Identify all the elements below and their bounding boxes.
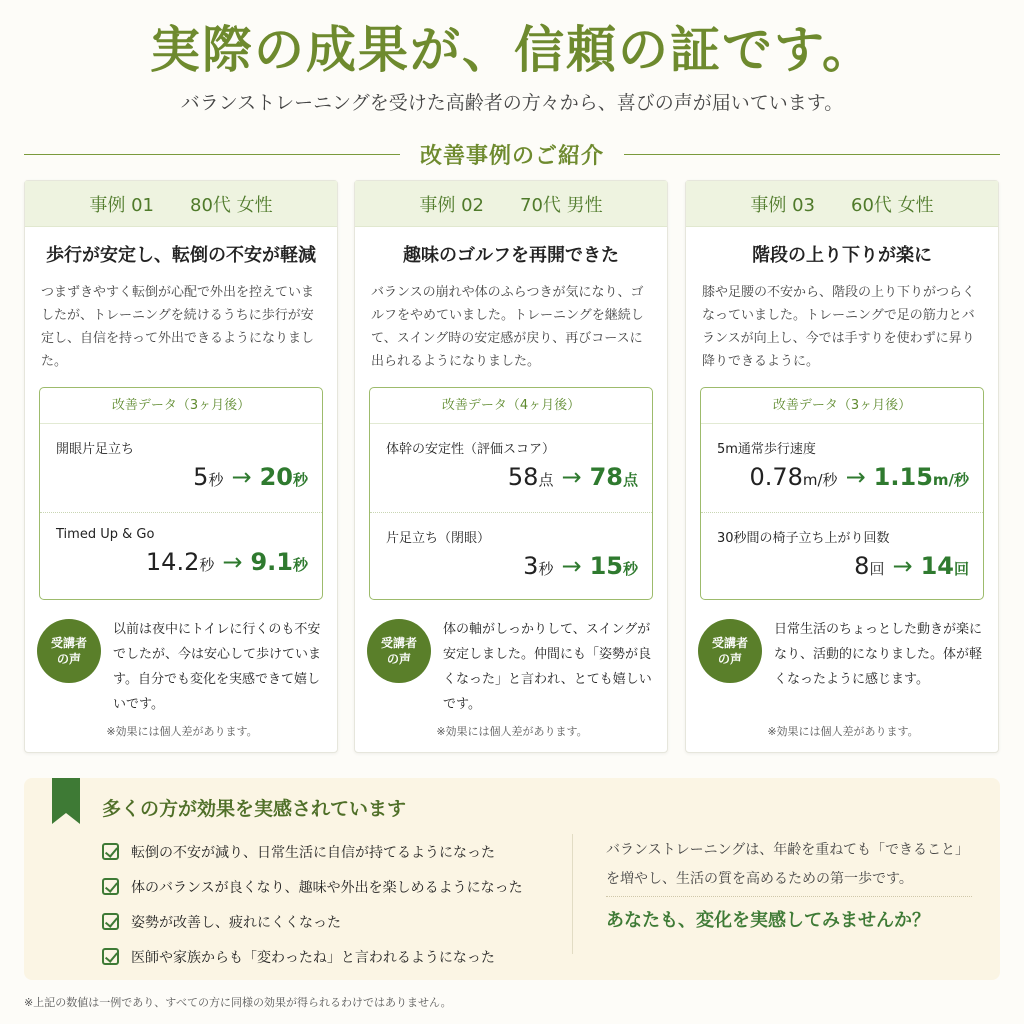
arrow-right-icon: → xyxy=(222,548,243,576)
checkbox-checked-icon xyxy=(102,948,119,965)
individual-difference-note: ※効果には個人差があります。 xyxy=(436,725,588,738)
before-unit: 秒 xyxy=(538,560,554,578)
metric-label: 30秒間の椅子立ち上がり回数 xyxy=(717,531,890,546)
metric-row xyxy=(40,512,322,600)
before-value: 58 xyxy=(507,463,539,491)
individual-difference-note: ※効果には個人差があります。 xyxy=(106,725,258,738)
before-unit: 回 xyxy=(869,560,885,578)
metric-row xyxy=(370,424,652,512)
voice-badge-line: の声 xyxy=(56,652,81,666)
metric-values xyxy=(56,463,308,491)
after-unit: 秒 xyxy=(622,560,638,578)
before-unit: 点 xyxy=(538,471,554,489)
voice-text: 体の軸がしっかりして、スイングが安定しました。仲間にも「姿勢が良くなった」と言われ、とても嬉しいです。 xyxy=(443,622,652,712)
arrow-right-icon: → xyxy=(845,463,866,491)
after-value: 78 xyxy=(589,463,623,491)
improvement-data-box xyxy=(39,387,323,600)
case-number: 事例 03 xyxy=(750,194,815,216)
metric-values xyxy=(717,552,969,580)
metric-label: Timed Up & Go xyxy=(56,527,155,542)
metric-values xyxy=(386,463,638,491)
checkbox-checked-icon xyxy=(102,878,119,895)
divider-line xyxy=(24,154,400,155)
metric-row xyxy=(701,424,983,512)
data-box-label: 改善データ（4ヶ月後） xyxy=(370,388,652,424)
case-card-1 xyxy=(24,180,338,753)
voice-badge-line: の声 xyxy=(717,652,742,666)
case-profile: 70代 男性 xyxy=(520,194,603,216)
benefit-text: 転倒の不安が減り、日常生活に自信が持てるようになった xyxy=(131,844,495,861)
case-header xyxy=(355,181,667,227)
after-value: 20 xyxy=(259,463,293,491)
before-value: 3 xyxy=(523,552,539,580)
arrow-right-icon: → xyxy=(561,463,582,491)
metric-label: 片足立ち（閉眼） xyxy=(386,531,491,546)
list-item xyxy=(102,904,562,939)
case-description: バランスの崩れや体のふらつきが気になり、ゴルフをやめていました。トレーニングを継続して、スイング時の安定感が戻り、再びコースに出られるようになりました。 xyxy=(371,285,644,369)
bookmark-ribbon-icon xyxy=(52,778,80,824)
case-profile: 60代 女性 xyxy=(851,194,934,216)
metric-values xyxy=(56,548,308,576)
case-title: 趣味のゴルフを再開できた xyxy=(403,245,619,266)
voice-text: 日常生活のちょっとした動きが楽になり、活動的になりました。体が軽くなったように感じます。 xyxy=(774,622,983,687)
case-title: 階段の上り下りが楽に xyxy=(752,245,932,266)
dotted-divider xyxy=(606,896,972,897)
before-unit: 秒 xyxy=(199,556,215,574)
closing-text: バランストレーニングは、年齢を重ねても「できること」を増やし、生活の質を高めるための第一歩です。 xyxy=(606,842,969,887)
metric-row xyxy=(370,512,652,600)
metric-row xyxy=(40,424,322,512)
case-profile: 80代 女性 xyxy=(190,194,273,216)
list-item xyxy=(102,939,562,974)
after-unit: 秒 xyxy=(292,556,308,574)
metric-label: 開眼片足立ち xyxy=(56,442,135,457)
after-unit: 秒 xyxy=(292,471,308,489)
case-header xyxy=(686,181,998,227)
before-value: 8 xyxy=(854,552,870,580)
voice-badge xyxy=(37,619,101,683)
checkbox-checked-icon xyxy=(102,843,119,860)
after-value: 15 xyxy=(589,552,623,580)
individual-difference-note: ※効果には個人差があります。 xyxy=(767,725,919,738)
data-box-label: 改善データ（3ヶ月後） xyxy=(40,388,322,424)
case-number: 事例 02 xyxy=(419,194,484,216)
case-description: 膝や足腰の不安から、階段の上り下りがつらくなっていました。トレーニングで足の筋力とバランスが向上し、今では手すりを使わずに昇り降りできるように。 xyxy=(702,285,976,369)
voice-badge xyxy=(367,619,431,683)
before-value: 14.2 xyxy=(145,548,200,576)
metric-values xyxy=(717,463,969,491)
benefit-text: 姿勢が改善し、疲れにくくなった xyxy=(131,914,341,931)
after-unit: 回 xyxy=(953,560,969,578)
case-card-3 xyxy=(685,180,999,753)
participant-voice xyxy=(367,617,659,717)
case-title: 歩行が安定し、転倒の不安が軽減 xyxy=(46,245,316,266)
voice-badge-line: の声 xyxy=(386,652,411,666)
section-heading xyxy=(24,138,1000,170)
data-box-label: 改善データ（3ヶ月後） xyxy=(701,388,983,424)
call-to-action: あなたも、変化を実感してみませんか？ xyxy=(606,910,930,931)
participant-voice xyxy=(37,617,329,717)
before-value: 5 xyxy=(193,463,209,491)
after-value: 14 xyxy=(920,552,954,580)
vertical-divider xyxy=(572,834,573,954)
arrow-right-icon: → xyxy=(561,552,582,580)
metric-label: 体幹の安定性（評価スコア） xyxy=(386,442,556,457)
improvement-data-box xyxy=(369,387,653,600)
voice-badge xyxy=(698,619,762,683)
before-value: 0.78 xyxy=(749,463,803,491)
case-description: つまずきやすく転倒が心配で外出を控えていましたが、トレーニングを続けるうちに歩行が安定し、自信を持って外出できるようになりました。 xyxy=(41,285,315,369)
list-item xyxy=(102,834,562,869)
hero-title: 実際の成果が、信頼の証です。 xyxy=(150,20,874,79)
summary-title: 多くの方が効果を実感されています xyxy=(102,798,407,820)
voice-badge-line: 受講者 xyxy=(50,636,87,650)
case-header xyxy=(25,181,337,227)
after-unit: m/秒 xyxy=(932,471,969,489)
metric-row xyxy=(701,512,983,600)
arrow-right-icon: → xyxy=(892,552,913,580)
case-number: 事例 01 xyxy=(89,194,154,216)
improvement-data-box xyxy=(700,387,984,600)
after-value: 9.1 xyxy=(250,548,293,576)
participant-voice xyxy=(698,617,990,717)
checkbox-checked-icon xyxy=(102,913,119,930)
before-unit: m/秒 xyxy=(802,471,838,489)
summary-panel xyxy=(24,778,1000,980)
footnote: ※上記の数値は一例であり、すべての方に同様の効果が得られるわけではありません。 xyxy=(24,996,452,1009)
arrow-right-icon: → xyxy=(231,463,252,491)
benefit-list xyxy=(102,834,562,974)
metric-values xyxy=(386,552,638,580)
hero-subtitle: バランストレーニングを受けた高齢者の方々から、喜びの声が届いています。 xyxy=(180,92,844,114)
benefit-text: 医師や家族からも「変わったね」と言われるようになった xyxy=(131,949,495,966)
list-item xyxy=(102,869,562,904)
divider-line xyxy=(624,154,1000,155)
after-value: 1.15 xyxy=(873,463,933,491)
section-label: 改善事例のご紹介 xyxy=(420,142,605,169)
case-card-2 xyxy=(354,180,668,753)
benefit-text: 体のバランスが良くなり、趣味や外出を楽しめるようになった xyxy=(131,879,523,896)
voice-text: 以前は夜中にトイレに行くのも不安でしたが、今は安心して歩けています。自分でも変化を実感できて嬉しいです。 xyxy=(113,622,322,712)
metric-label: 5m通常歩行速度 xyxy=(717,442,816,457)
voice-badge-line: 受講者 xyxy=(380,636,417,650)
voice-badge-line: 受講者 xyxy=(711,636,748,650)
before-unit: 秒 xyxy=(208,471,224,489)
after-unit: 点 xyxy=(622,471,638,489)
